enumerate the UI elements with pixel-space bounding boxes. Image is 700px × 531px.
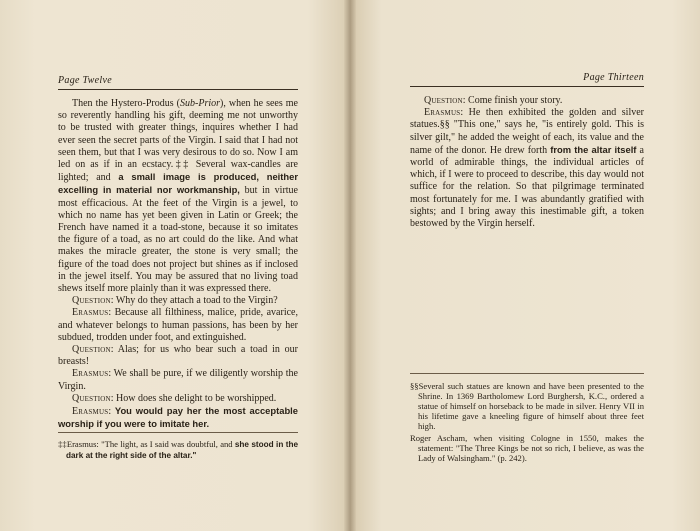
left-footnote: ‡‡Erasmus: "The light, as I said was doubtful, and she stood in the dark at the right side of the altar.": [58, 439, 298, 460]
paragraph: Question: How does she delight to be worshipped.: [72, 392, 277, 404]
paragraph: Erasmus: You would pay her the most acceptable worship if you were to imitate her.: [58, 405, 299, 430]
footnote-rule-right: [410, 373, 644, 374]
paragraph: Erasmus: Because all filthiness, malice, pride, avarice, and whatever belongs to human passions, has been by her subdued, trodden under foot, and extinguished.: [58, 307, 298, 343]
paragraph: Question: Alas; for us who bear such a toad in our breasts!: [58, 344, 298, 368]
right-footnotes: [410, 381, 644, 463]
footnote-rule-left: [58, 432, 298, 433]
running-head-left: Page Twelve: [58, 75, 112, 86]
book-spine: [344, 0, 356, 531]
running-head-right: Page Thirteen: [583, 72, 644, 83]
paragraph: Question: Why do they attach a toad to the Virgin?: [72, 295, 278, 307]
header-rule-left: [58, 89, 298, 90]
paragraph: Question: Come finish your story.: [424, 95, 563, 106]
footnote: §§Several such statues are known and have been presented to the Shrine. In 1369 Bartholomew Lord Burghersh, K.C., ordered a statue of himself on horseback to be made in silver. Henry VII in his lifetime gave a kneeling figure of himself about three feet high.: [410, 381, 644, 431]
paragraph: Then the Hystero-Produs (Sub-Prior), when he sees me so reverently handling his gift, deeming me not unworthy to be trusted with greater things, inquires whether I had ever seen the secret parts of the Virgin. I said that I had not seen them, but that I was very desirous to do so. Now I am led on as if in an ecstacy.‡‡ Several wax-candles are lighted; and a small image is produced, neither excelling in material nor workmanship, but in virtue most efficacious. At the feet of the Virgin is a jewel, to which no name has yet been given in Latin or Greek; the French have named it a toad-stone, because it so imitates the figure of a toad, as no art could do the like. And what makes the miracle greater, the stone is very small; the figure of the toad does not project but shines as if inclosed in the jewel itself. You may be assured that no living toad shews itself more plainly than it was expressed there.: [58, 98, 298, 295]
footnote: Roger Ascham, when visiting Cologne in 1550, makes the statement: "The Three Kings be not so rich, I believe, as was the Lady of Walsingham." (p. 242).: [410, 433, 644, 463]
paragraph: Erasmus: We shall be pure, if we diligently worship the Virgin.: [58, 368, 298, 392]
right-body-text: [410, 95, 644, 230]
right-page: [350, 0, 700, 531]
left-body-text: [58, 98, 298, 431]
paragraph: Erasmus: He then exhibited the golden and silver statues.§§ "This one," says he, "is entirely gold. This is silver gilt," he added the weight of each, its value and the name of the donor. He drew forth from the altar itself a world of admirable things, the individual articles of which, if I were to proceed to describe, this day would not suffice for the relation. So that pilgrimage terminated most fortunately for me. I was abundantly gratified with sights; and I bring away this inestimable gift, a token bestowed by the Virgin herself.: [410, 107, 644, 230]
header-rule-right: [410, 86, 644, 87]
